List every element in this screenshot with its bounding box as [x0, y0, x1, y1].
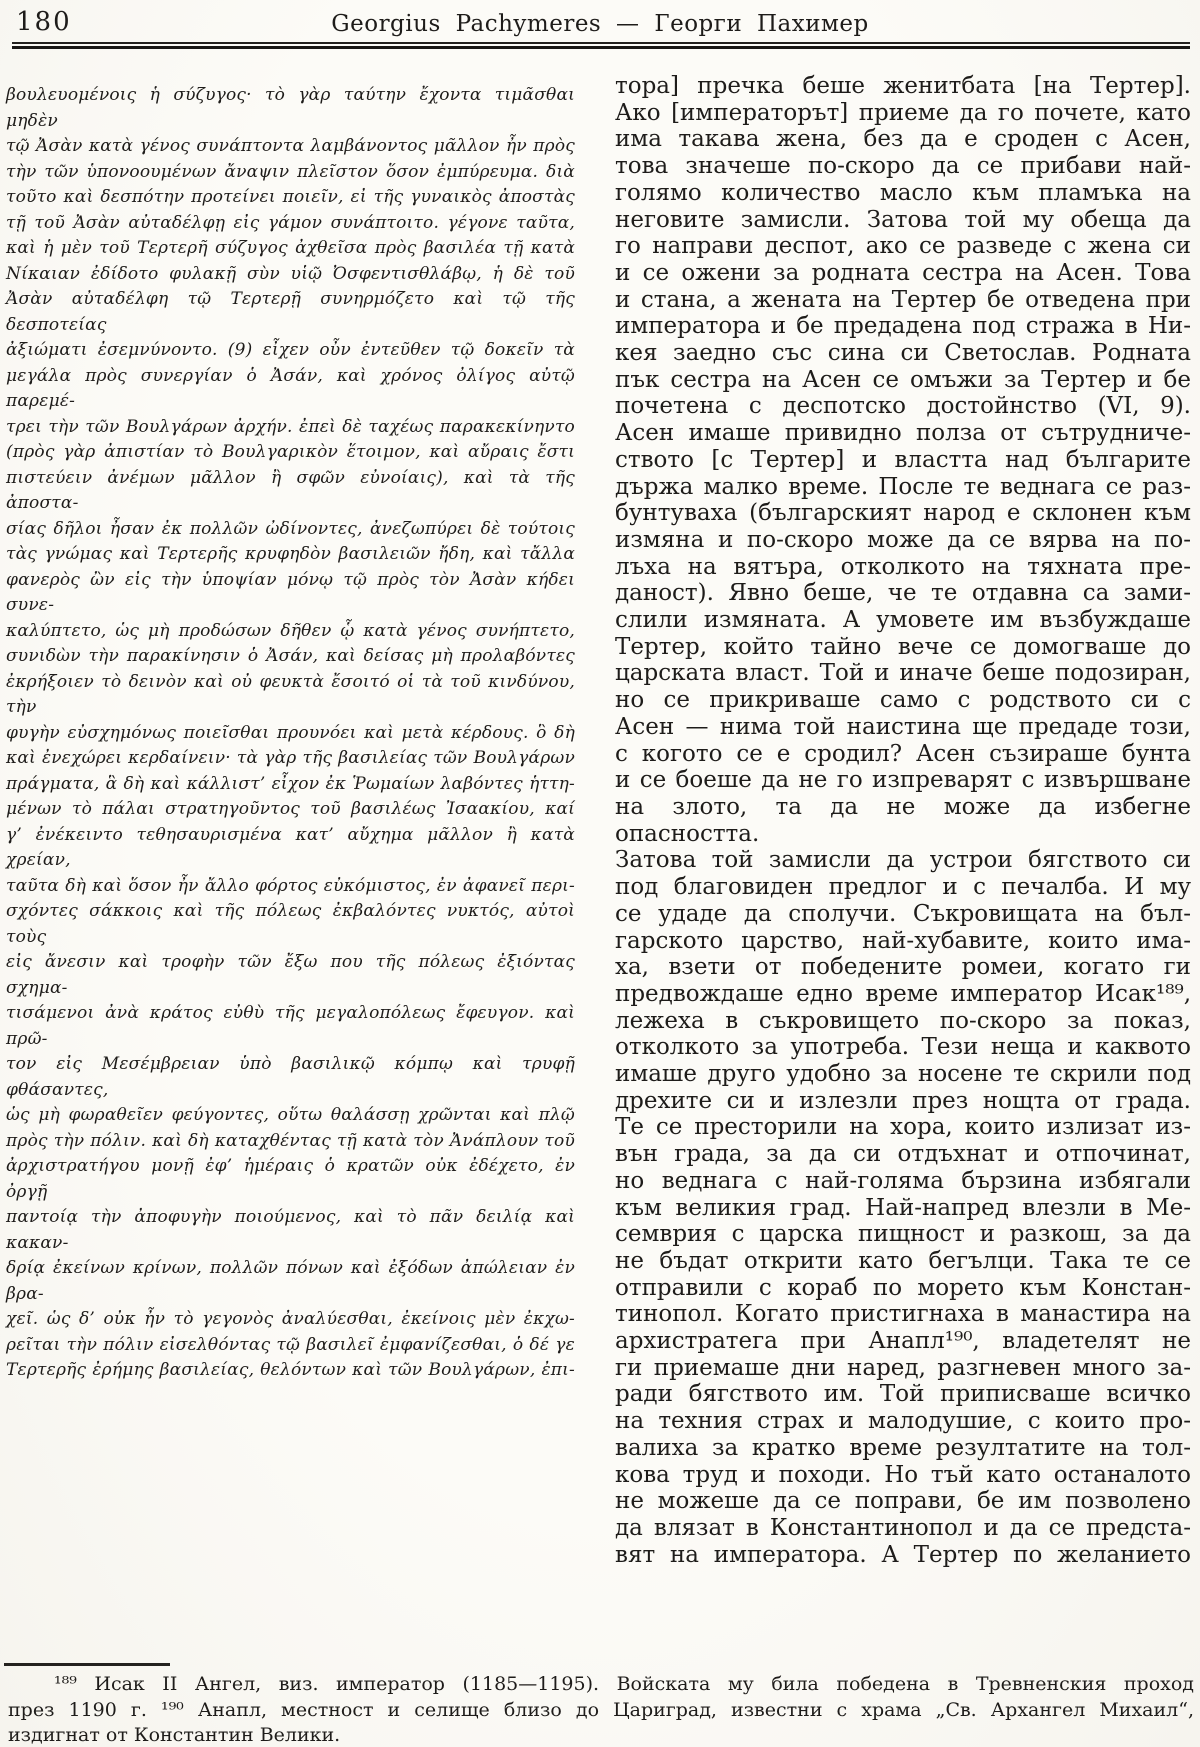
bulgarian-text-line: ството [с Тертер] и властта над българите — [615, 446, 1191, 473]
greek-text-line: πιστεύειν ἀνέμων μᾶλλον ἢ σφῶν εὐνοίαις), καὶ τὰ τῆς ἀποστα- — [6, 467, 575, 513]
greek-text-line: (πρὸς γὰρ ἀπιστίαν τὸ Βουλγαρικὸν ἕτοιμον, καὶ αὔραις ἔστι — [6, 442, 575, 462]
greek-text-line: μένων τὸ πάλαι στρατηγοῦντος τοῦ βασιλέως Ἰσαακίου, καί — [6, 799, 575, 819]
greek-text-line: καὶ ἡ μὲν τοῦ Τερτερῆ σύζυγος ἀχθεῖσα πρὸς βασιλέα τῇ κατὰ — [6, 238, 575, 258]
greek-text-line: φανερὸς ὢν εἰς τὴν ὑποψίαν μόνῳ τῷ πρὸς τὸν Ἀσὰν κήδει συνε- — [6, 569, 575, 615]
bulgarian-text-line: на техния страх и малодушие, с които про- — [615, 1408, 1191, 1435]
greek-text-line: εἰς ἄνεσιν καὶ τροφὴν τῶν ἔξω που τῆς πόλεως ἐξιόντας σχημα- — [6, 952, 575, 998]
bulgarian-text-line: почетена с деспотско достойнство (VI, 9). — [615, 393, 1191, 420]
bulgarian-text-line: и се ожени за родната сестра на Асен. Това — [615, 259, 1191, 286]
greek-text-line: Ἀσὰν αὐταδέλφη τῷ Τερτερῇ συνηρμόζετο καὶ τῷ τῆς δεσποτείας — [6, 289, 575, 335]
greek-text-line: τοῦτο καὶ δεσπότην προτείνει ποιεῖν, εἰ τῆς γυναικὸς ἀποστὰς — [6, 187, 575, 207]
bulgarian-text-line: и стана, а жената на Тертер бе отведена при — [615, 286, 1191, 313]
greek-text-column — [6, 83, 575, 1384]
bulgarian-text-line: вят на императора. А Тертер по желанието — [615, 1541, 1191, 1568]
bulgarian-text-line: тинопол. Когато пристигнаха в манастира на — [615, 1301, 1191, 1328]
bulgarian-text-line: вън града, за да си отдъхнат и отпочинат, — [615, 1141, 1191, 1168]
bulgarian-text-line: ги приемаше дни наред, разгневен много за- — [615, 1354, 1191, 1381]
greek-text-line: βουλευομένοις ἡ σύζυγος· τὸ γὰρ ταύτην ἔχοντα τιμᾶσθαι μηδὲν — [6, 85, 575, 131]
greek-text-line: τὰς γνώμας καὶ Τερτερῆς κρυφηδὸν βασιλειῶν ἤδη, καὶ τἄλλα — [6, 544, 575, 564]
bulgarian-text-line: ха, взети от победените ромеи, когато ги — [615, 954, 1191, 981]
greek-text-line: δρίᾳ ἐκείνων κρίνων, πολλῶν πόνων καὶ ἐξόδων ἀπώλειαν ἐν βρα- — [6, 1258, 575, 1304]
bulgarian-text-line: Те се престорили на хора, които излизат из- — [615, 1114, 1191, 1141]
greek-text-line: Νίκαιαν ἐδίδοτο φυλακῇ σὺν υἱῷ Ὀσφεντισθλάβῳ, ἡ δὲ τοῦ — [6, 263, 575, 284]
bulgarian-text-line: държа малко време. После те веднага се раз- — [615, 473, 1191, 500]
greek-text-line: τον εἰς Μεσέμβρειαν ὑπὸ βασιλικῷ κόμπῳ καὶ τρυφῇ φθάσαντες, — [6, 1054, 575, 1100]
bulgarian-text-line: лежеха в съкровището по-скоро за показ, — [615, 1007, 1191, 1034]
bulgarian-text-line: да влязат в Константинопол и да се предста- — [615, 1514, 1191, 1541]
greek-text-line: ὡς μὴ φωραθεῖεν φεύγοντες, οὕτω θαλάσσῃ χρῶνται καὶ πλῷ — [6, 1105, 575, 1125]
bulgarian-text-line: не бъдат открити като бегълци. Така те се — [615, 1247, 1191, 1274]
bulgarian-text-line: гарското царство, най-хубавите, които има- — [615, 927, 1191, 954]
bulgarian-text-line: Асен — нима той наистина ще предаде този, — [615, 713, 1191, 740]
bulgarian-text-line: на злото, та да не може да избегне опасността. — [615, 793, 1191, 847]
greek-text-line: πράγματα, ἃ δὴ καὶ κάλλιστ’ εἶχον ἐκ Ῥωμαίων λαβόντες ἡττη- — [6, 773, 575, 794]
greek-text-line: φυγὴν εὐσχημόνως ποιεῖσθαι προυνόει καὶ μετὰ κέρδους. ὃ δὴ — [6, 722, 575, 743]
bulgarian-text-line: това значеше по-скоро да се прибави най- — [615, 153, 1191, 180]
bulgarian-text-line: има такава жена, без да е сроден с Асен, — [615, 126, 1191, 153]
greek-text-line: τρει τὴν τῶν Βουλγάρων ἀρχήν. ἐπεὶ δὲ ταχέως παρακεκίνηντο — [6, 416, 575, 437]
bulgarian-text-line: семврия с царска пищност и разкош, за да — [615, 1221, 1191, 1248]
greek-text-line: ρεῖται τὴν πόλιν εἰσελθόντας τῷ βασιλεῖ ἐμφανίζεσθαι, ὁ δέ γε — [6, 1334, 575, 1355]
bulgarian-text-line: Асен имаше привидно полза от сътрудниче- — [615, 420, 1191, 447]
greek-text-line: συνιδὼν τὴν παρακίνησιν ὁ Ἀσάν, καὶ δείσας μὴ προλαβόντες — [6, 646, 575, 666]
bulgarian-text-line: Затова той замисли да устрои бягството си — [615, 847, 1191, 874]
bulgarian-text-line: и се боеше да не го изпреварят с извършване — [615, 767, 1191, 794]
greek-text-line: πρὸς τὴν πόλιν. καὶ δὴ καταχθέντας τῇ κατὰ τὸν Ἀνάπλουν τοῦ — [6, 1130, 575, 1151]
header-rule — [12, 42, 1190, 49]
bulgarian-text-line: измяна и по-скоро може да се вярва на по- — [615, 526, 1191, 553]
bulgarian-text-line: се удаде да сполучи. Съкровищата на бъл- — [615, 900, 1191, 927]
bulgarian-text-line: Тертер, който тайно вече се домогваше до — [615, 633, 1191, 660]
footnote-line: ¹⁸⁹ Исак II Ангел, виз. император (1185—1195). Войската му била победена в Тревненския проход — [54, 1673, 1194, 1695]
greek-text-line: τῷ Ἀσὰν κατὰ γένος συνάπτοντα λαμβάνοντος μᾶλλον ἦν πρὸς — [6, 136, 575, 156]
bulgarian-text-line: кова труд и походи. Но тъй като останалото — [615, 1461, 1191, 1488]
greek-text-line: παντοίᾳ τὴν ἀποφυγὴν ποιούμενος, καὶ τὸ πᾶν δειλίᾳ καὶ κακαν- — [6, 1207, 575, 1253]
bulgarian-text-line: ради бягството им. Той приписваше всичко — [615, 1381, 1191, 1408]
bulgarian-text-line: бунтуваха (българският народ е склонен към — [615, 500, 1191, 527]
bulgarian-text-line: кея заедно със сина си Светослав. Родната — [615, 340, 1191, 367]
footnotes-section — [8, 1672, 1194, 1747]
bulgarian-text-line: под благовиден предлог и с печалба. И му — [615, 874, 1191, 901]
greek-text-line: χεῖ. ὡς δ’ οὐκ ἦν τὸ γεγονὸς ἀναλύεσθαι, ἐκείνοις μὲν ἐκχω- — [6, 1309, 575, 1329]
bulgarian-translation-column — [615, 73, 1191, 1568]
bulgarian-text-line: го направи деспот, ако се разведе с жена си — [615, 233, 1191, 260]
bulgarian-text-line: дрехите си и излезли през нощта от града. — [615, 1087, 1191, 1114]
greek-text-line: μεγάλα πρὸς συνεργίαν ὁ Ἀσάν, καὶ χρόνος ὀλίγος αὐτῷ παρεμέ- — [6, 365, 575, 411]
bulgarian-text-line: неговите замисли. Затова той му обеща да — [615, 206, 1191, 233]
bulgarian-text-line: тора] пречка беше женитбата [на Тертер]. — [615, 73, 1191, 99]
bulgarian-text-line: но веднага с най-голяма бързина избягали — [615, 1167, 1191, 1194]
bulgarian-text-line: пък сестра на Асен се омъжи за Тертер и бе — [615, 366, 1191, 393]
bulgarian-text-line: слили измяната. А умовете им възбуждаше — [615, 607, 1191, 634]
bulgarian-text-line: с когото се е сродил? Асен съзираше бунта — [615, 740, 1191, 767]
greek-text-line: σχόντες σάκκοις καὶ τῆς πόλεως ἐκβαλόντες νυκτός, αὐτοὶ τοὺς — [6, 901, 575, 947]
bulgarian-text-line: отправили с кораб по морето към Констан- — [615, 1274, 1191, 1301]
bulgarian-text-line: предвождаше едно време император Исак¹⁸⁹, — [615, 980, 1191, 1007]
bulgarian-text-line: императора и бе предадена под стража в Ни- — [615, 313, 1191, 340]
greek-text-line: ἀρχιστρατήγου μονῇ ἐφ’ ἡμέραις ὁ κρατῶν οὐκ ἐδέχετο, ἐν ὀργῇ — [6, 1156, 575, 1202]
bulgarian-text-line: лъха на вятъра, отколкото на тяхната пре- — [615, 553, 1191, 580]
greek-text-line: σίας δῆλοι ἦσαν ἐκ πολλῶν ὠδίνοντες, ἀνεζωπύρει δὲ τούτοις — [6, 518, 575, 539]
footnote-line: през 1190 г. ¹⁹⁰ Анапл, местност и селище близо до Цариград, известни с храма „Св. Архангел Михаил“, — [8, 1698, 1194, 1721]
bulgarian-text-line: към великия град. Най-напред влезли в Ме- — [615, 1194, 1191, 1221]
bulgarian-text-line: валиха за кратко време резултатите на тол- — [615, 1434, 1191, 1461]
greek-text-line: καὶ ἐνεχώρει κερδαίνειν· τὰ γὰρ τῆς βασιλείας τῶν Βουλγάρων — [6, 748, 575, 768]
running-title: Georgius Pachymeres — Георги Пахимер — [331, 11, 869, 37]
bulgarian-text-line: голямо количество масло към пламъка на — [615, 179, 1191, 206]
greek-text-line: ἐκρήξοιεν τὸ δεινὸν καὶ οὐ φευκτὰ ἔσοιτό οἱ τὰ τοῦ κινδύνου, τὴν — [6, 671, 575, 717]
bulgarian-text-line: архистратега при Анапл¹⁹⁰, владетелят не — [615, 1328, 1191, 1355]
bulgarian-text-line: даност). Явно беше, че те отдавна са зами- — [615, 580, 1191, 607]
greek-text-line: τῇ τοῦ Ἀσὰν αὐταδέλφῃ εἰς γάμον συνάπτοιτο. γέγονε ταῦτα, — [6, 212, 575, 233]
greek-text-line: τὴν τῶν ὑπονοουμένων ἄναψιν πλεῖστον ὅσον ἐμπύρευμα. διὰ — [6, 161, 575, 182]
bulgarian-text-line: но се прикриваше само с родството си с — [615, 687, 1191, 714]
footnote-line: издигнат от Константин Велики. — [8, 1724, 341, 1746]
greek-text-line: τισάμενοι ἀνὰ κράτος εὐθὺ τῆς μεγαλοπόλεως ἔφευγον. καὶ πρῶ- — [6, 1003, 575, 1049]
greek-text-line: ἀξιώματι ἐσεμνύνοντο. (9) εἶχεν οὖν ἐντεῦθεν τῷ δοκεῖν τὰ — [6, 340, 575, 360]
bulgarian-text-line: имаше друго удобно за носене те скрили под — [615, 1061, 1191, 1088]
greek-text-line: καλύπτετο, ὡς μὴ προδώσων δῆθεν ᾧ κατὰ γένος συνήπτετο, — [6, 620, 575, 641]
bulgarian-text-line: не можеше да се поправи, бе им позволено — [615, 1488, 1191, 1515]
greek-text-line: Τερτερῆς ἐρήμης βασιλείας, θελόντων καὶ τῶν Βουλγάρων, ἐπι- — [6, 1360, 575, 1380]
greek-text-line: ταῦτα δὴ καὶ ὅσον ἦν ἄλλο φόρτος εὐκόμιστος, ἐν ἀφανεῖ περι- — [6, 875, 575, 896]
footnote-rule — [4, 1663, 170, 1666]
bulgarian-text-line: царската власт. Той и иначе беше подозиран, — [615, 660, 1191, 687]
greek-text-line: γ’ ἐνέκειντο τεθησαυρισμένα κατ’ αὔχημα μᾶλλον ἢ κατὰ χρείαν, — [6, 824, 575, 870]
bulgarian-text-line: Ако [императорът] приеме да го почете, като — [615, 99, 1191, 126]
bulgarian-text-line: отколкото за употреба. Тези неща и каквото — [615, 1034, 1191, 1061]
page-number: 180 — [16, 7, 72, 37]
